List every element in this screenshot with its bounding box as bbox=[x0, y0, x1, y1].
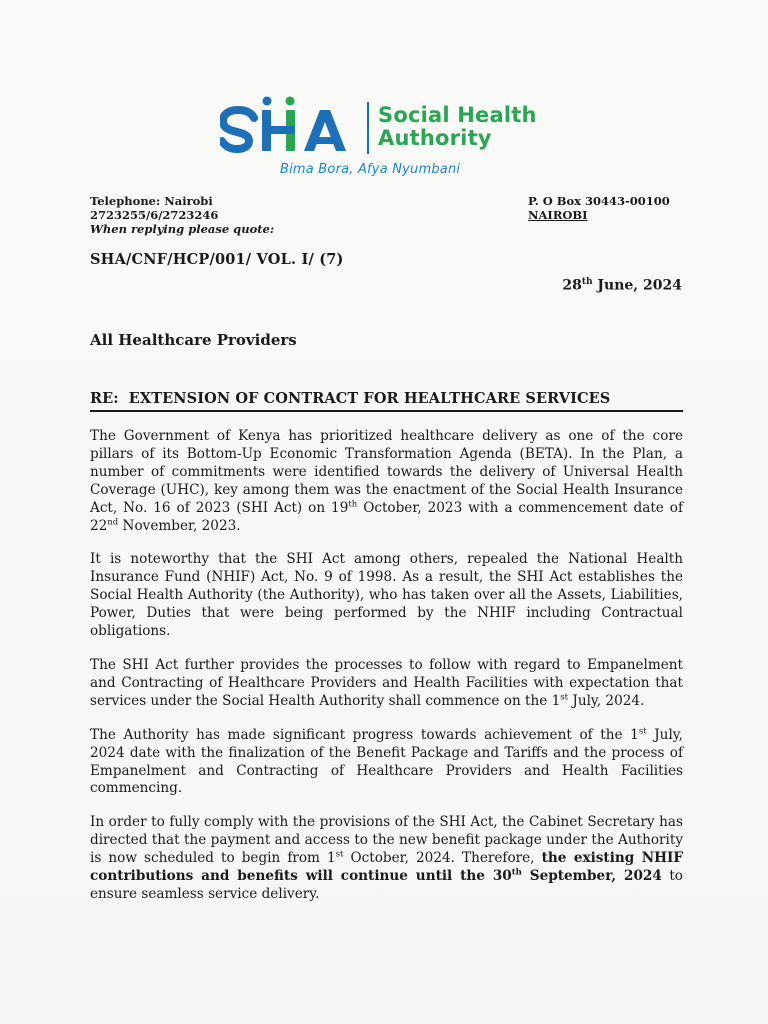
date-day: 28 bbox=[562, 277, 582, 294]
city: NAIROBI bbox=[528, 208, 588, 222]
p1-text-b: October, 2023 with a commencement date of 22 bbox=[90, 499, 683, 534]
date-suffix: th bbox=[581, 277, 593, 287]
body-paragraph-3 bbox=[90, 657, 683, 711]
p5-text-c: to ensure seamless service delivery. bbox=[90, 868, 683, 902]
logo-organization-name bbox=[378, 104, 537, 150]
p4-text-b: July, 2024 date with the finalization of the Benefit Package and Tariffs and the process of Empanelment and Contracting of Healthcare Providers and Health Facilities commencing. bbox=[90, 726, 683, 797]
p3-sup: st bbox=[560, 692, 569, 703]
subject-prefix: RE: bbox=[90, 390, 119, 407]
telephone-label: Telephone: Nairobi bbox=[90, 194, 213, 208]
p1-text-c: November, 2023. bbox=[118, 517, 241, 534]
p5-sup-1: st bbox=[335, 849, 344, 860]
logo-tagline: Bima Bora, Afya Nyumbani bbox=[280, 162, 461, 177]
contact-address-block bbox=[528, 194, 670, 222]
letter-date bbox=[562, 277, 682, 294]
p4-text-a: The Authority has made significant progress towards achievement of the 1 bbox=[90, 726, 639, 743]
body-paragraph-5 bbox=[90, 814, 683, 904]
p1-sup-2: nd bbox=[107, 517, 119, 527]
date-rest: June, 2024 bbox=[592, 277, 682, 294]
p1-sup-1: th bbox=[348, 499, 358, 510]
logo-name-line2: Authority bbox=[378, 126, 492, 150]
subject-text: EXTENSION OF CONTRACT FOR HEALTHCARE SERVICES bbox=[128, 390, 611, 407]
sha-logo bbox=[220, 96, 565, 184]
body-paragraph-1 bbox=[90, 428, 683, 535]
letter-body bbox=[90, 428, 683, 904]
sha-wordmark-logo bbox=[220, 96, 360, 158]
p3-text-a: The SHI Act further provides the processes to follow with regard to Empanelment and Contracting of Healthcare Providers and Health Facilities with expectation that services under the Social Health Authority shall commence on the 1 bbox=[90, 656, 683, 709]
logo-name-line1: Social Health bbox=[378, 103, 537, 127]
p5-text-a: In order to fully comply with the provisions of the SHI Act, the Cabinet Secretary has directed that the payment and access to the new benefit package under the Authority is now scheduled to begin from 1 bbox=[90, 814, 683, 867]
addressee: All Healthcare Providers bbox=[90, 331, 297, 349]
subject-line bbox=[90, 390, 683, 412]
reply-note: When replying please quote: bbox=[90, 222, 275, 236]
contact-telephone-block bbox=[90, 194, 274, 236]
telephone-numbers: 2723255/6/2723246 bbox=[90, 208, 219, 222]
p3-text-b: July, 2024. bbox=[568, 692, 645, 709]
body-paragraph-2: It is noteworthy that the SHI Act among others, repealed the National Health Insurance Fund (NHIF) Act, No. 9 of 1998. As a result, the SHI Act establishes the Social Health Authority (the Authority), who has taken over all the Assets, Liabilities, Power, Duties that were being performed by the NHIF including Contractual obligations. bbox=[90, 551, 683, 640]
p4-sup: st bbox=[638, 726, 647, 737]
p5-bold-b: September, 2024 bbox=[521, 868, 662, 885]
logo-divider bbox=[367, 102, 369, 154]
p5-bold-a: the existing NHIF contributions and benefits will continue until the 30 bbox=[90, 850, 683, 885]
p5-sup-2: th bbox=[511, 867, 522, 878]
po-box: P. O Box 30443-00100 bbox=[528, 194, 670, 208]
body-paragraph-4 bbox=[90, 727, 683, 799]
p5-text-b: October, 2024. Therefore, bbox=[343, 850, 542, 867]
reference-number: SHA/CNF/HCP/001/ VOL. I/ (7) bbox=[90, 251, 344, 268]
p1-text-a: The Government of Kenya has prioritized healthcare delivery as one of the core pillars of its Bottom-Up Economic Transformation Agenda (BETA). In the Plan, a number of commitments were identified towards the delivery of Universal Health Coverage (UHC), key among them was the enactment of the Social Health Insurance Act, No. 16 of 2023 (SHI Act) on 19 bbox=[90, 428, 683, 516]
